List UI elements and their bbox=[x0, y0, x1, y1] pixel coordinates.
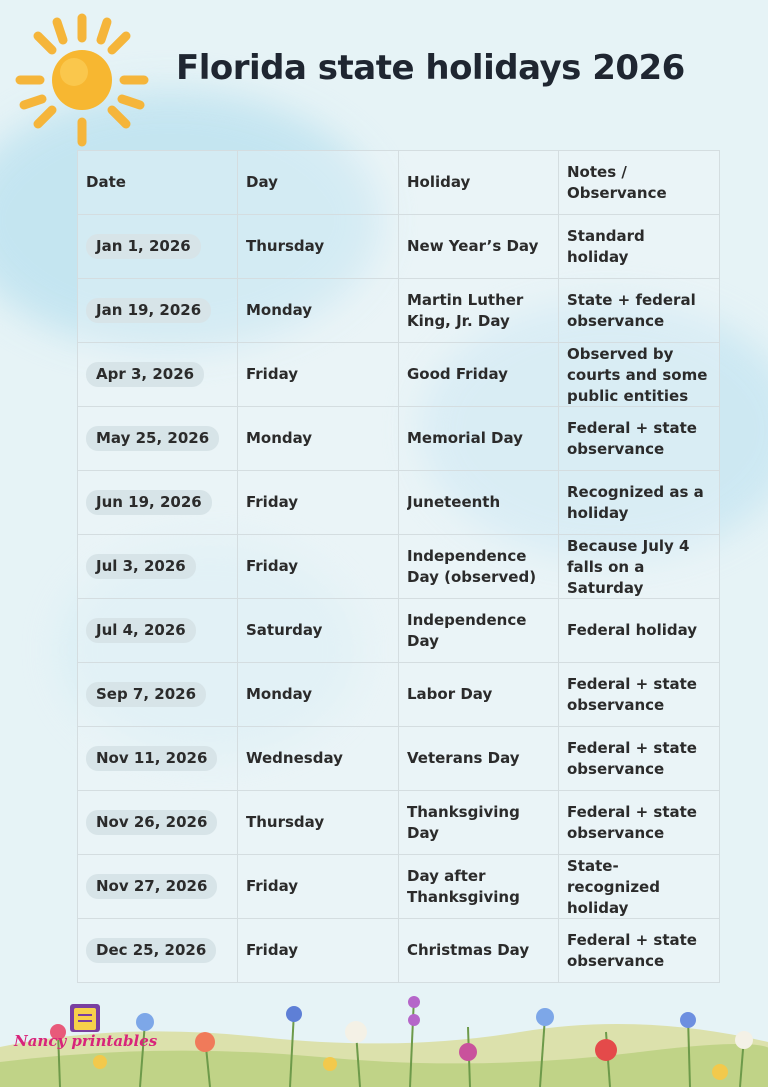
holiday-cell-text: Thanksgiving Day bbox=[407, 802, 520, 842]
notes-cell bbox=[559, 343, 720, 407]
notes-cell bbox=[559, 279, 720, 343]
table-row bbox=[78, 215, 720, 279]
holiday-cell-text: Independence Day bbox=[407, 610, 527, 650]
notes-cell bbox=[559, 215, 720, 279]
date-cell bbox=[78, 919, 238, 983]
day-cell-text: Thursday bbox=[246, 813, 325, 831]
day-cell-text: Monday bbox=[246, 685, 313, 703]
notes-cell bbox=[559, 599, 720, 663]
holiday-cell-text: New Year’s Day bbox=[407, 237, 539, 255]
holiday-cell bbox=[399, 791, 559, 855]
date-cell bbox=[78, 279, 238, 343]
day-cell-text: Monday bbox=[246, 429, 313, 447]
holiday-cell-text: Good Friday bbox=[407, 365, 508, 383]
table-row bbox=[78, 343, 720, 407]
date-pill: Nov 27, 2026 bbox=[86, 874, 217, 899]
day-cell bbox=[238, 279, 399, 343]
date-cell bbox=[78, 471, 238, 535]
notes-cell-text: Recognized as a holiday bbox=[567, 482, 704, 522]
day-cell-text: Friday bbox=[246, 877, 299, 895]
notes-cell bbox=[559, 791, 720, 855]
date-cell bbox=[78, 663, 238, 727]
notes-cell bbox=[559, 855, 720, 919]
table-header-row bbox=[78, 151, 720, 215]
date-pill: Nov 26, 2026 bbox=[86, 810, 217, 835]
notes-cell-text: Federal + state observance bbox=[567, 802, 697, 842]
table-row bbox=[78, 919, 720, 983]
date-cell bbox=[78, 791, 238, 855]
holiday-cell bbox=[399, 279, 559, 343]
date-cell bbox=[78, 215, 238, 279]
holiday-cell-text: Martin Luther King, Jr. Day bbox=[407, 290, 524, 330]
notes-cell-text: Federal + state observance bbox=[567, 738, 697, 778]
table-row bbox=[78, 791, 720, 855]
date-pill: Jun 19, 2026 bbox=[86, 490, 212, 515]
date-pill: Dec 25, 2026 bbox=[86, 938, 216, 963]
day-cell-text: Saturday bbox=[246, 621, 323, 639]
day-cell bbox=[238, 919, 399, 983]
day-cell bbox=[238, 407, 399, 471]
holiday-cell-text: Day after Thanksgiving bbox=[407, 866, 520, 906]
day-cell-text: Thursday bbox=[246, 237, 325, 255]
date-pill: Sep 7, 2026 bbox=[86, 682, 206, 707]
notes-cell-text: Federal holiday bbox=[567, 621, 698, 639]
day-cell bbox=[238, 343, 399, 407]
holiday-cell bbox=[399, 343, 559, 407]
holiday-cell-text: Labor Day bbox=[407, 685, 493, 703]
date-pill: Jan 1, 2026 bbox=[86, 234, 201, 259]
day-cell bbox=[238, 599, 399, 663]
notes-cell-text: Federal + state observance bbox=[567, 930, 697, 970]
holiday-cell-text: Juneteenth bbox=[407, 493, 501, 511]
date-pill: Apr 3, 2026 bbox=[86, 362, 204, 387]
notes-cell bbox=[559, 535, 720, 599]
holiday-cell-text: Independence Day (observed) bbox=[407, 546, 537, 586]
holiday-table bbox=[77, 150, 720, 983]
day-cell-text: Friday bbox=[246, 557, 299, 575]
sun-icon bbox=[12, 10, 152, 150]
date-pill: Nov 11, 2026 bbox=[86, 746, 217, 771]
header-notes: Notes / Observance bbox=[559, 151, 720, 215]
holiday-cell bbox=[399, 727, 559, 791]
notes-cell bbox=[559, 471, 720, 535]
day-cell-text: Friday bbox=[246, 365, 299, 383]
notes-cell bbox=[559, 727, 720, 791]
page-title: Florida state holidays 2026 bbox=[176, 48, 685, 88]
header-date: Date bbox=[78, 151, 238, 215]
notes-cell bbox=[559, 407, 720, 471]
date-pill: May 25, 2026 bbox=[86, 426, 219, 451]
holiday-cell bbox=[399, 919, 559, 983]
date-pill: Jul 3, 2026 bbox=[86, 554, 196, 579]
day-cell bbox=[238, 663, 399, 727]
day-cell bbox=[238, 727, 399, 791]
date-cell bbox=[78, 407, 238, 471]
table-row bbox=[78, 855, 720, 919]
day-cell bbox=[238, 855, 399, 919]
day-cell bbox=[238, 535, 399, 599]
holiday-cell bbox=[399, 663, 559, 727]
day-cell-text: Monday bbox=[246, 301, 313, 319]
holiday-cell-text: Christmas Day bbox=[407, 941, 530, 959]
table-row bbox=[78, 727, 720, 791]
date-cell bbox=[78, 727, 238, 791]
holiday-cell bbox=[399, 535, 559, 599]
notes-cell-text: Because July 4 falls on a Saturday bbox=[567, 536, 690, 597]
date-cell bbox=[78, 855, 238, 919]
holiday-cell bbox=[399, 215, 559, 279]
notes-cell-text: Observed by courts and some public entities bbox=[567, 344, 708, 405]
notes-cell bbox=[559, 663, 720, 727]
date-cell bbox=[78, 343, 238, 407]
day-cell bbox=[238, 215, 399, 279]
notes-cell bbox=[559, 919, 720, 983]
table-row bbox=[78, 407, 720, 471]
holiday-cell-text: Memorial Day bbox=[407, 429, 523, 447]
header-holiday: Holiday bbox=[399, 151, 559, 215]
day-cell-text: Wednesday bbox=[246, 749, 343, 767]
date-cell bbox=[78, 535, 238, 599]
day-cell-text: Friday bbox=[246, 493, 299, 511]
table-row bbox=[78, 279, 720, 343]
notes-cell-text: Federal + state observance bbox=[567, 674, 697, 714]
notes-cell-text: State-recognized holiday bbox=[567, 856, 660, 917]
date-pill: Jan 19, 2026 bbox=[86, 298, 211, 323]
date-cell bbox=[78, 599, 238, 663]
day-cell-text: Friday bbox=[246, 941, 299, 959]
notes-cell-text: State + federal observance bbox=[567, 290, 696, 330]
holiday-cell bbox=[399, 855, 559, 919]
table-row bbox=[78, 599, 720, 663]
notes-cell-text: Standard holiday bbox=[567, 226, 645, 266]
date-pill: Jul 4, 2026 bbox=[86, 618, 196, 643]
notes-cell-text: Federal + state observance bbox=[567, 418, 697, 458]
table-row bbox=[78, 663, 720, 727]
holiday-cell bbox=[399, 407, 559, 471]
day-cell bbox=[238, 791, 399, 855]
holiday-cell bbox=[399, 471, 559, 535]
table-row bbox=[78, 535, 720, 599]
brand-logo-text: Nancy printables bbox=[14, 1032, 158, 1050]
day-cell bbox=[238, 471, 399, 535]
holiday-cell bbox=[399, 599, 559, 663]
header-day: Day bbox=[238, 151, 399, 215]
holiday-cell-text: Veterans Day bbox=[407, 749, 520, 767]
table-row bbox=[78, 471, 720, 535]
